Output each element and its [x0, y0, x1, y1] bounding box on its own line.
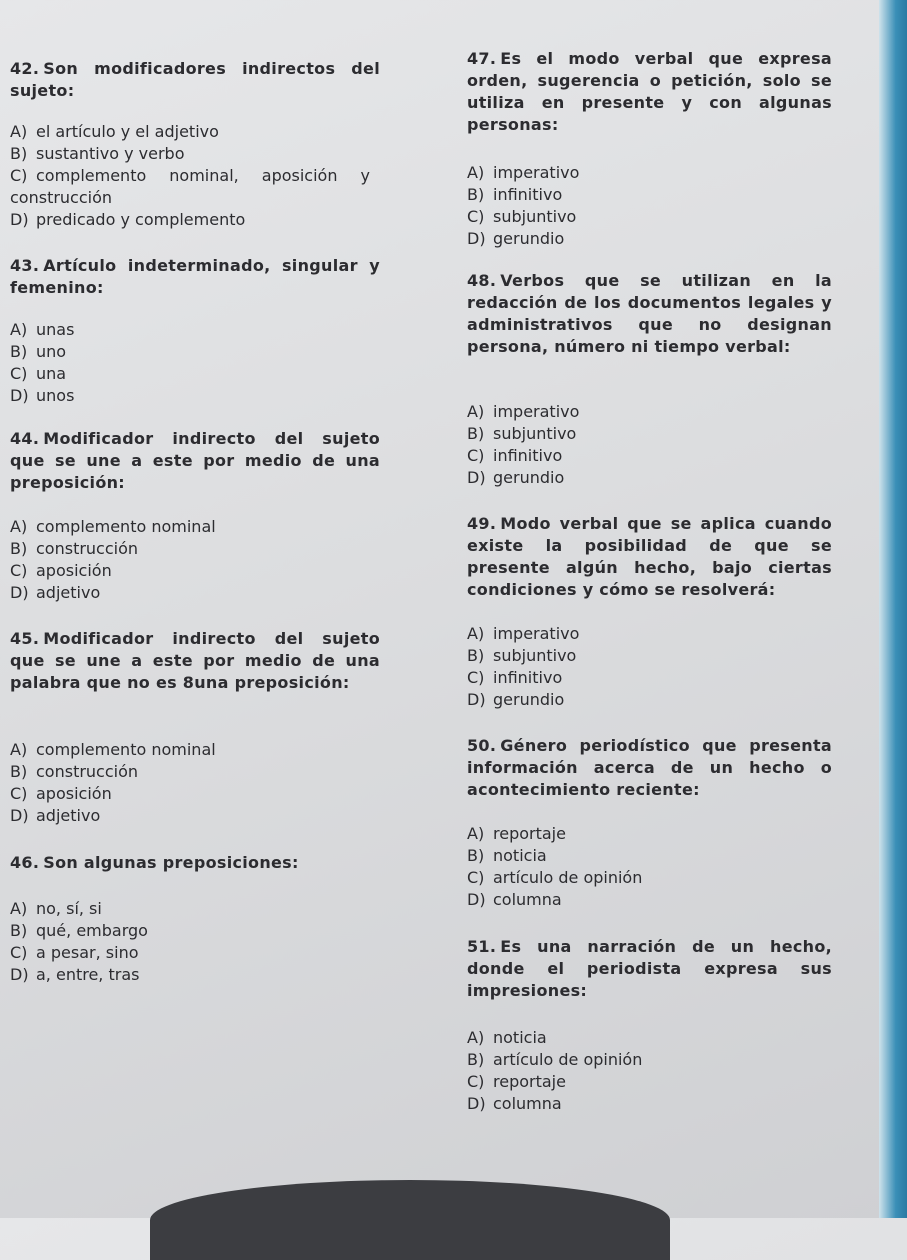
option-text: una: [36, 364, 67, 383]
option-b[interactable]: [467, 184, 562, 206]
option-letter: A): [10, 122, 28, 141]
option-text: no, sí, si: [36, 899, 102, 918]
option-d[interactable]: [10, 385, 74, 407]
option-text: subjuntivo: [493, 424, 577, 443]
question-number: 45.: [10, 629, 40, 648]
option-text: a, entre, tras: [36, 965, 140, 984]
option-letter: B): [467, 424, 485, 443]
option-text: uno: [36, 342, 67, 361]
option-text: unas: [36, 320, 75, 339]
option-a[interactable]: [10, 121, 219, 143]
option-text: columna: [493, 1094, 562, 1113]
option-text: infinitivo: [493, 446, 563, 465]
option-letter: D): [10, 965, 29, 984]
option-letter: B): [467, 185, 485, 204]
option-text: construcción: [36, 539, 139, 558]
option-d[interactable]: [467, 889, 562, 911]
question-47: [467, 48, 832, 136]
option-b[interactable]: [10, 341, 66, 363]
option-text: sustantivo y verbo: [36, 144, 185, 163]
option-c[interactable]: [467, 445, 562, 467]
question-number: 51.: [467, 937, 497, 956]
option-text: gerundio: [493, 468, 565, 487]
option-letter: D): [467, 1094, 486, 1113]
option-c[interactable]: [10, 783, 112, 805]
question-number: 50.: [467, 736, 497, 755]
option-a[interactable]: [10, 898, 102, 920]
option-a[interactable]: [10, 516, 216, 538]
option-letter: D): [10, 210, 29, 229]
option-letter: B): [10, 144, 28, 163]
option-letter: A): [10, 740, 28, 759]
question-text: Género periodístico que presenta información acerca de un hecho o acontecimiento reciente:: [467, 736, 832, 799]
option-letter: D): [10, 386, 29, 405]
option-letter: A): [10, 517, 28, 536]
option-text: gerundio: [493, 229, 565, 248]
question-text: Es el modo verbal que expresa orden, sugerencia o petición, solo se utiliza en presente y con algunas personas:: [467, 49, 832, 134]
option-d[interactable]: [467, 467, 564, 489]
option-letter: B): [467, 1050, 485, 1069]
question-text: Verbos que se utilizan en la redacción de los documentos legales y administrativos que no designan persona, número ni tiempo verbal:: [467, 271, 832, 356]
option-letter: B): [10, 921, 28, 940]
option-b[interactable]: [10, 761, 138, 783]
question-48: [467, 270, 832, 358]
question-number: 48.: [467, 271, 497, 290]
question-text: Modo verbal que se aplica cuando existe la posibilidad de que se presente algún hecho, bajo ciertas condiciones y cómo se resolverá:: [467, 514, 832, 599]
option-b[interactable]: [467, 645, 576, 667]
option-text: reportaje: [493, 824, 566, 843]
option-d[interactable]: [10, 805, 100, 827]
option-letter: C): [10, 561, 28, 580]
option-text: adjetivo: [36, 583, 101, 602]
dark-object: [150, 1180, 670, 1260]
option-letter: A): [467, 163, 485, 182]
option-text: subjuntivo: [493, 646, 577, 665]
option-text: a pesar, sino: [36, 943, 139, 962]
option-letter: C): [467, 207, 485, 226]
question-text: Modificador indirecto del sujeto que se une a este por medio de una preposición:: [10, 429, 380, 492]
option-letter: D): [10, 806, 29, 825]
option-c[interactable]: [10, 560, 112, 582]
question-44: [10, 428, 380, 494]
option-text: columna: [493, 890, 562, 909]
option-d[interactable]: [467, 689, 564, 711]
option-c[interactable]: [467, 667, 562, 689]
question-number: 47.: [467, 49, 497, 68]
option-d[interactable]: [467, 1093, 562, 1115]
option-letter: D): [467, 229, 486, 248]
option-a[interactable]: [467, 401, 579, 423]
option-b[interactable]: [467, 1049, 642, 1071]
option-text: subjuntivo: [493, 207, 577, 226]
option-b[interactable]: [467, 423, 576, 445]
option-letter: A): [467, 824, 485, 843]
option-text: aposición: [36, 561, 112, 580]
option-d[interactable]: [10, 582, 100, 604]
option-letter: B): [10, 342, 28, 361]
option-b[interactable]: [467, 845, 547, 867]
option-c[interactable]: [467, 206, 576, 228]
option-d[interactable]: [10, 964, 139, 986]
question-50: [467, 735, 832, 801]
question-46: [10, 852, 380, 874]
question-text: Son algunas preposiciones:: [43, 853, 299, 872]
question-number: 43.: [10, 256, 40, 275]
blue-folder-edge: [879, 0, 907, 1218]
option-a[interactable]: [467, 823, 566, 845]
option-letter: C): [10, 166, 28, 185]
option-text: noticia: [493, 1028, 547, 1047]
option-text: infinitivo: [493, 185, 563, 204]
option-text: predicado y complemento: [36, 210, 246, 229]
option-letter: B): [467, 846, 485, 865]
option-c[interactable]: [467, 867, 642, 889]
option-letter: C): [467, 868, 485, 887]
option-b[interactable]: [10, 143, 184, 165]
option-letter: C): [467, 446, 485, 465]
option-letter: B): [10, 539, 28, 558]
question-45: [10, 628, 380, 694]
option-letter: A): [10, 899, 28, 918]
option-c[interactable]: [10, 942, 139, 964]
option-letter: C): [467, 668, 485, 687]
option-c[interactable]: [10, 165, 370, 209]
question-number: 46.: [10, 853, 40, 872]
option-b[interactable]: [10, 920, 148, 942]
question-49: [467, 513, 832, 601]
option-a[interactable]: [467, 1027, 547, 1049]
question-text: Es una narración de un hecho, donde el periodista expresa sus impresiones:: [467, 937, 832, 1000]
question-number: 49.: [467, 514, 497, 533]
option-text: gerundio: [493, 690, 565, 709]
option-letter: D): [467, 690, 486, 709]
option-text: reportaje: [493, 1072, 566, 1091]
question-text: Modificador indirecto del sujeto que se une a este por medio de una palabra que no es 8una preposición:: [10, 629, 380, 692]
option-letter: D): [467, 468, 486, 487]
option-a[interactable]: [10, 739, 216, 761]
option-text: unos: [36, 386, 75, 405]
option-text: complemento nominal: [36, 740, 216, 759]
option-letter: A): [467, 624, 485, 643]
option-letter: A): [10, 320, 28, 339]
question-51: [467, 936, 832, 1002]
option-d[interactable]: [467, 228, 564, 250]
option-letter: B): [467, 646, 485, 665]
option-text: imperativo: [493, 163, 580, 182]
option-text: el artículo y el adjetivo: [36, 122, 219, 141]
option-text: imperativo: [493, 402, 580, 421]
option-a[interactable]: [467, 623, 579, 645]
option-d[interactable]: [10, 209, 245, 231]
option-text: construcción: [36, 762, 139, 781]
option-text: noticia: [493, 846, 547, 865]
option-letter: A): [467, 402, 485, 421]
question-43: [10, 255, 380, 299]
question-text: Son modificadores indirectos del sujeto:: [10, 59, 380, 100]
option-b[interactable]: [10, 538, 138, 560]
option-letter: C): [467, 1072, 485, 1091]
option-a[interactable]: [10, 319, 74, 341]
option-text: imperativo: [493, 624, 580, 643]
option-letter: C): [10, 943, 28, 962]
question-number: 42.: [10, 59, 40, 78]
option-text: complemento nominal, aposición y construcción: [10, 166, 370, 207]
option-text: qué, embargo: [36, 921, 148, 940]
option-text: artículo de opinión: [493, 1050, 643, 1069]
option-a[interactable]: [467, 162, 579, 184]
option-letter: C): [10, 784, 28, 803]
option-c[interactable]: [10, 363, 66, 385]
option-letter: A): [467, 1028, 485, 1047]
option-letter: D): [467, 890, 486, 909]
option-text: infinitivo: [493, 668, 563, 687]
question-number: 44.: [10, 429, 40, 448]
option-letter: D): [10, 583, 29, 602]
option-c[interactable]: [467, 1071, 566, 1093]
option-text: complemento nominal: [36, 517, 216, 536]
option-text: aposición: [36, 784, 112, 803]
option-text: artículo de opinión: [493, 868, 643, 887]
option-text: adjetivo: [36, 806, 101, 825]
question-42: [10, 58, 380, 102]
option-letter: C): [10, 364, 28, 383]
question-text: Artículo indeterminado, singular y femenino:: [10, 256, 380, 297]
option-letter: B): [10, 762, 28, 781]
